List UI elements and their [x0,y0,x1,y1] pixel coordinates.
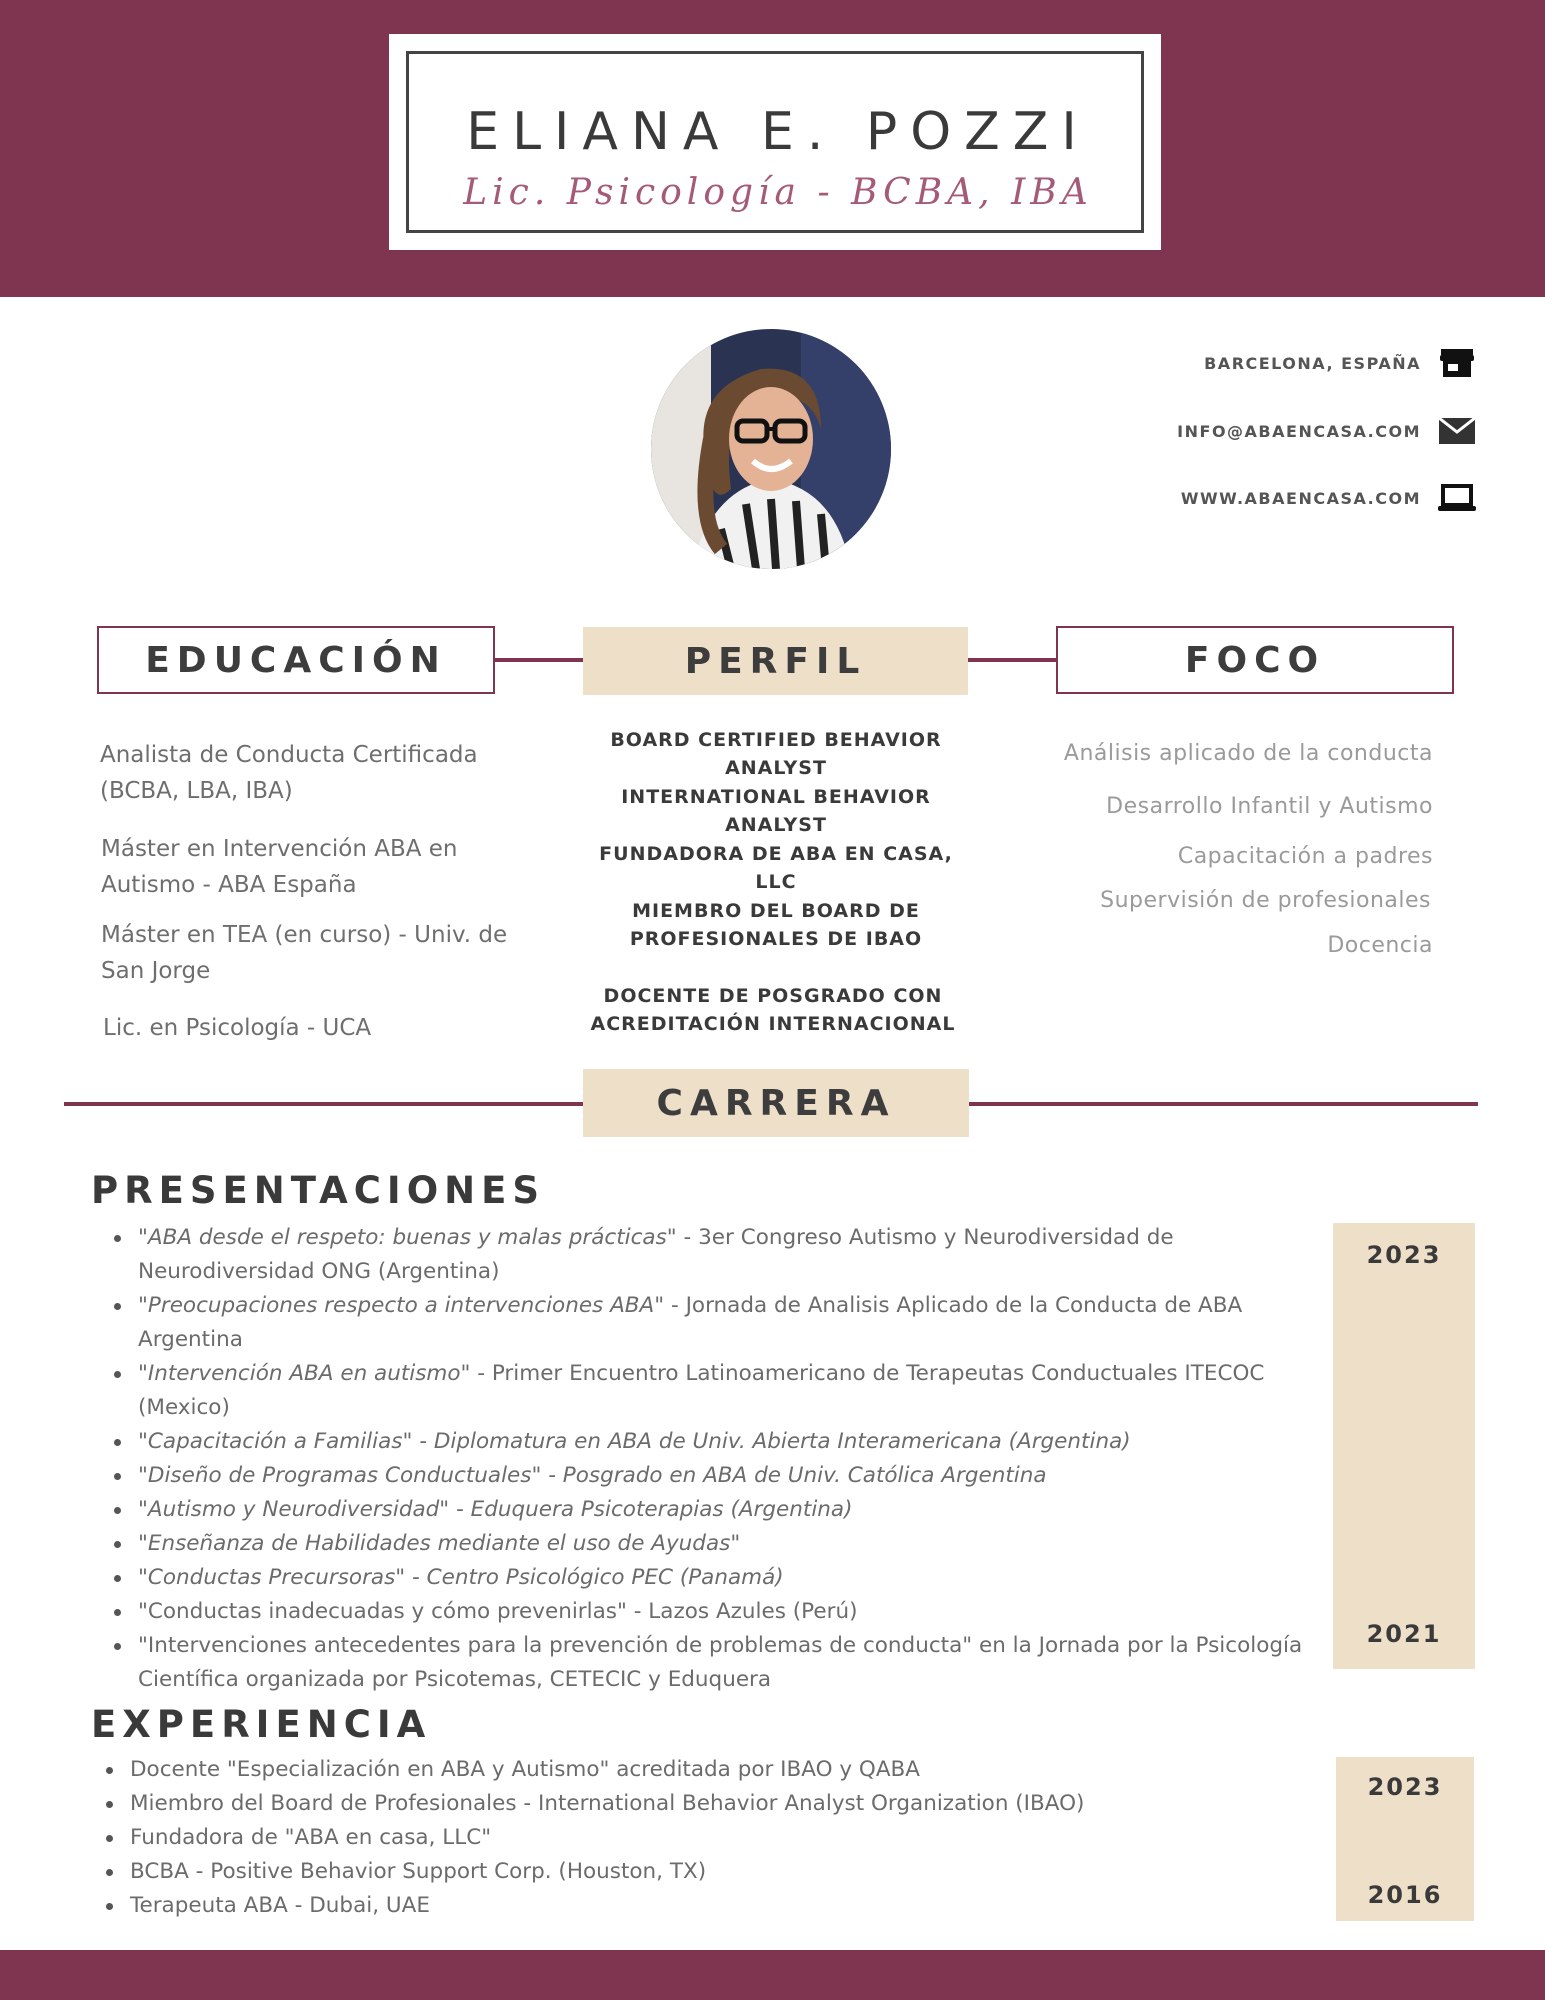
presentations-list [92,1221,1307,1697]
focus-item: Desarrollo Infantil y Autismo [1106,794,1433,819]
list-item [92,1561,1307,1595]
heading-foco: FOCO [1056,626,1454,694]
list-item: Miembro del Board de Profesionales - International Behavior Analyst Organization (IBAO) [84,1787,1284,1821]
profile-item: INTERNATIONAL BEHAVIOR ANALYST [621,786,931,836]
education-item: Analista de Conducta Certificada (BCBA, LBA, IBA) [100,742,478,804]
year-end: 2021 [1366,1620,1442,1648]
list-item: Docente "Especialización en ABA y Autismo" acreditada por IBAO y QABA [84,1753,1284,1787]
list-item [92,1221,1307,1289]
list-item [92,1357,1307,1425]
year-start: 2023 [1366,1241,1442,1269]
store-icon [1437,343,1477,383]
year-start: 2023 [1367,1773,1443,1801]
connector-rule [495,658,585,662]
presentation-venue: - 3er Congreso Autismo y Neurodiversidad de Neurodiversidad ONG (Argentina) [138,1225,1174,1284]
connector-rule [966,658,1056,662]
heading-carrera: CARRERA [583,1069,969,1137]
presentation-title: "Conductas Precursoras" - Centro Psicológico PEC (Panamá) [138,1565,784,1590]
presentation-venue: - Primer Encuentro Latinoamericano de Terapeutas Conductuales ITECOC (Mexico) [138,1361,1265,1420]
presentation-title: "Diseño de Programas Conductuales" - Posgrado en ABA de Univ. Católica Argentina [138,1463,1047,1488]
heading-educacion: EDUCACIÓN [97,626,495,694]
list-item [92,1425,1307,1459]
education-item: Máster en TEA (en curso) - Univ. de San Jorge [101,922,508,984]
presentation-title: "Intervención ABA en autismo" [138,1361,471,1386]
presentation-venue: "Conductas inadecuadas y cómo prevenirlas" - Lazos Azules (Perú) [138,1599,858,1624]
presentation-title: "Preocupaciones respecto a intervenciones ABA" [138,1293,665,1318]
experience-year-bar [1336,1757,1474,1921]
profile-photo [651,329,891,569]
list-item: Fundadora de "ABA en casa, LLC" [84,1821,1284,1855]
heading-perfil: PERFIL [583,627,968,695]
presentation-venue: "Intervenciones antecedentes para la prevención de problemas de conducta" en la Jornada por la Psicología Científica organizada por Psicotemas, CETECIC y Eduquera [138,1633,1303,1692]
list-item [92,1595,1307,1629]
presentations-year-bar [1333,1223,1475,1669]
focus-item: Capacitación a padres [1177,844,1433,869]
list-item: BCBA - Positive Behavior Support Corp. (Houston, TX) [84,1855,1284,1889]
presentation-venue: - Jornada de Analisis Aplicado de la Conducta de ABA Argentina [138,1293,1243,1352]
name-card [389,34,1161,250]
profile-item: BOARD CERTIFIED BEHAVIOR ANALYST [610,729,942,779]
list-item [92,1493,1307,1527]
profile-item-text: MIEMBRO DEL BOARD DE PROFESIONALES DE IBAO [629,900,923,950]
person-title: Lic. Psicología - BCBA, IBA [463,172,1093,213]
footer-band [0,1950,1545,2000]
focus-item: Docencia [1327,933,1433,958]
heading-experiencia: EXPERIENCIA [91,1703,432,1746]
heading-presentaciones: PRESENTACIONES [91,1169,546,1212]
list-item [92,1459,1307,1493]
contact-website[interactable] [1181,478,1477,518]
profile-item: DOCENTE DE POSGRADO CON ACREDITACIÓN INTERNACIONAL [590,985,956,1035]
list-item [92,1527,1307,1561]
contact-location [1204,343,1477,383]
email-text[interactable]: INFO@ABAENCASA.COM [1177,421,1421,441]
focus-item: Análisis aplicado de la conducta [1063,741,1433,766]
profile-item [581,897,971,953]
presentation-title: "Capacitación a Familias" - Diplomatura en ABA de Univ. Abierta Interamericana (Argentina) [138,1429,1131,1454]
presentation-title: "ABA desde el respeto: buenas y malas prácticas" [138,1225,677,1250]
website-text[interactable]: WWW.ABAENCASA.COM [1180,488,1421,508]
location-text: BARCELONA, ESPAÑA [1204,353,1421,373]
profile-item: FUNDADORA DE ABA EN CASA, LLC [599,843,953,893]
presentation-title: "Autismo y Neurodiversidad" - Eduquera Psicoterapias (Argentina) [138,1497,853,1522]
experience-list [84,1753,1284,1923]
envelope-icon [1437,411,1477,451]
laptop-icon [1437,478,1477,518]
contact-email[interactable] [1177,411,1477,451]
year-end: 2016 [1367,1881,1443,1909]
presentation-title: "Enseñanza de Habilidades mediante el uso de Ayudas" [138,1531,741,1556]
list-item: Terapeuta ABA - Dubai, UAE [84,1889,1284,1923]
person-name: ELIANA E. POZZI [466,102,1090,162]
education-item: Lic. en Psicología - UCA [103,1015,372,1041]
education-item: Máster en Intervención ABA en Autismo - ABA España [101,836,458,898]
list-item [92,1629,1307,1697]
list-item [92,1289,1307,1357]
name-frame [406,51,1144,233]
focus-item: Supervisión de profesionales [1100,888,1431,913]
